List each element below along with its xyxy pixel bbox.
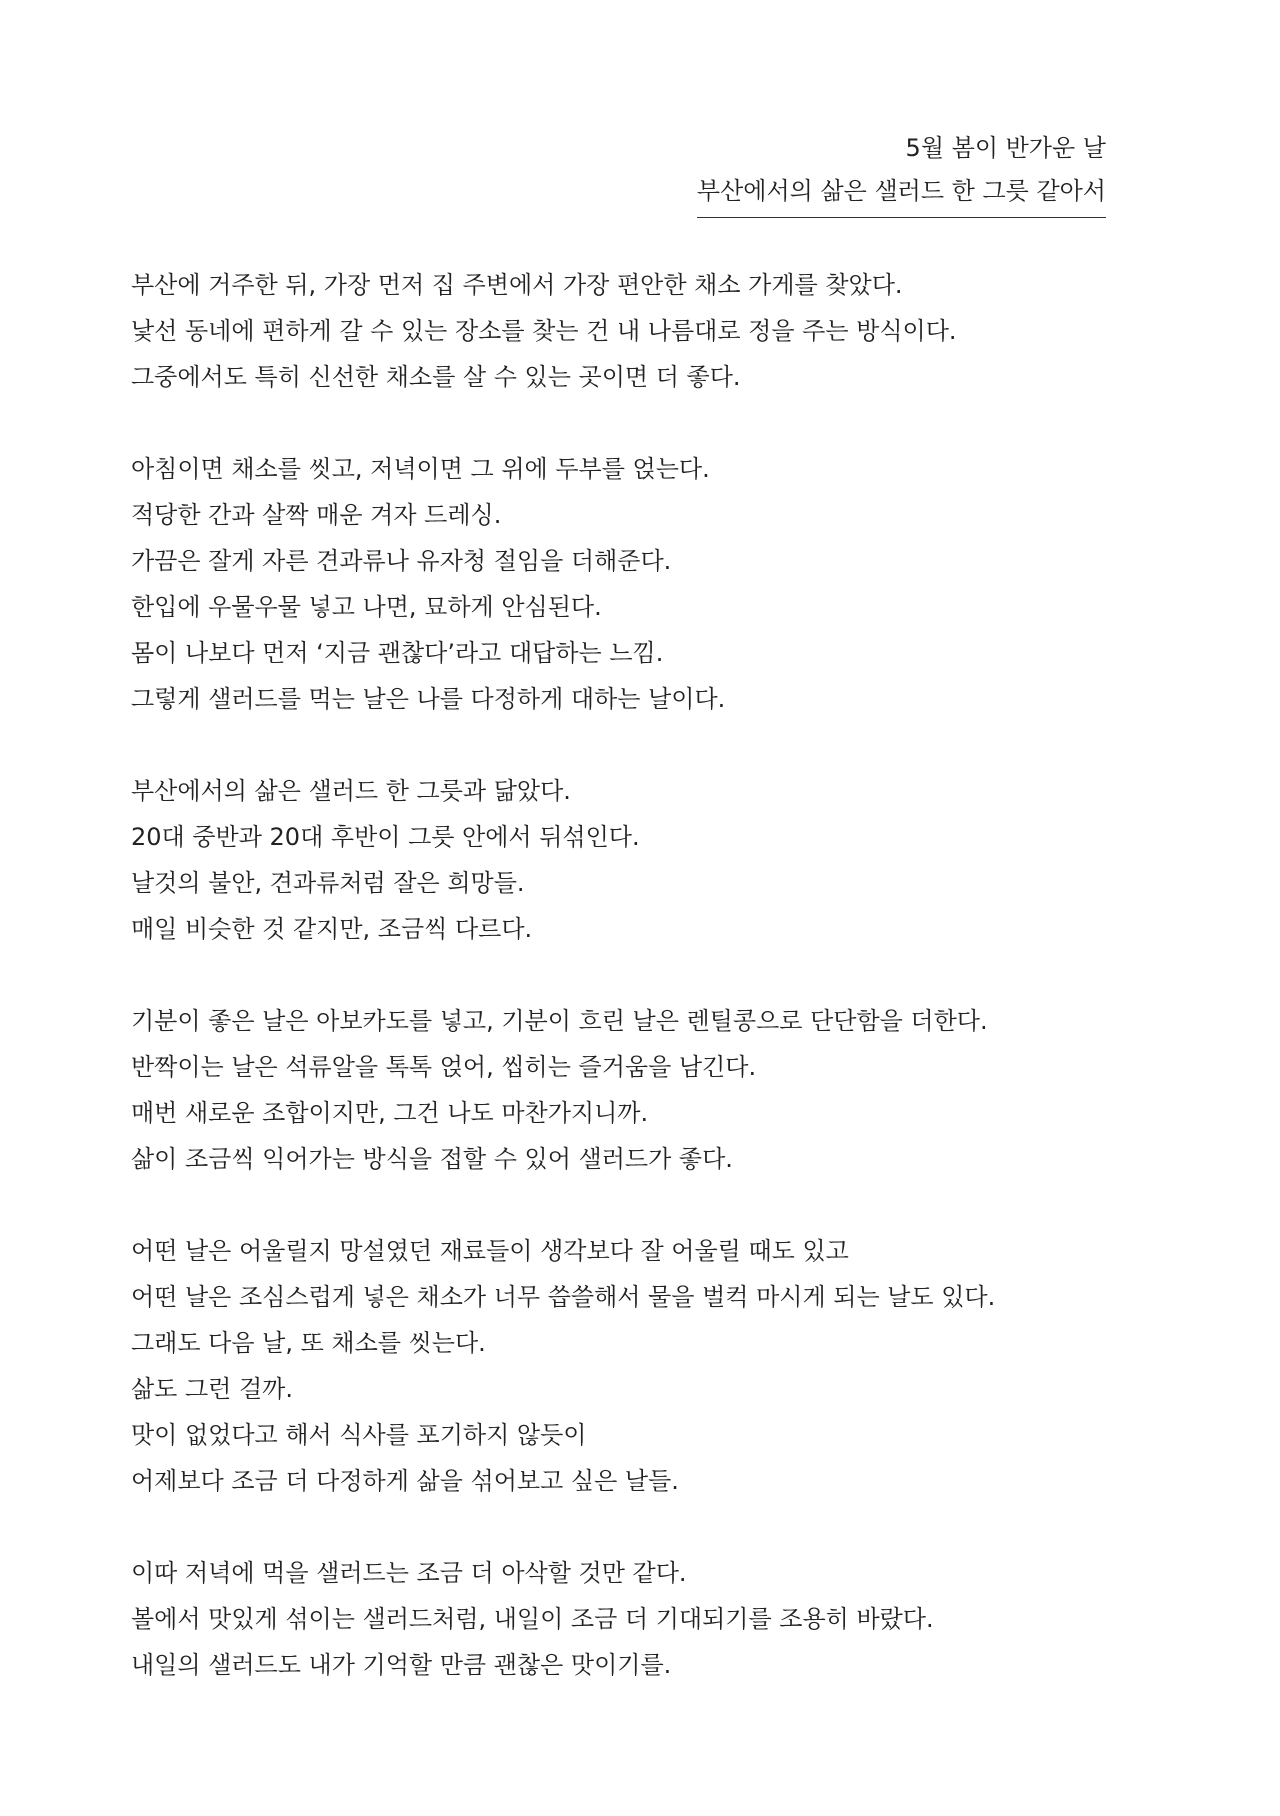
text-line: 가끔은 잘게 자른 견과류나 유자청 절임을 더해준다.: [131, 547, 672, 575]
text-line: 그중에서도 특히 신선한 채소를 살 수 있는 곳이면 더 좋다.: [131, 363, 741, 391]
date-line: 5월 봄이 반가운 날: [905, 134, 1106, 162]
text-line: 삶이 조금씩 익어가는 방식을 접할 수 있어 샐러드가 좋다.: [131, 1145, 733, 1173]
text-line: 어떤 날은 어울릴지 망설였던 재료들이 생각보다 잘 어울릴 때도 있고: [131, 1237, 849, 1265]
text-line: 반짝이는 날은 석류알을 톡톡 얹어, 씹히는 즐거움을 남긴다.: [131, 1053, 757, 1081]
document-header: [697, 127, 1106, 218]
text-line: 이따 저녁에 먹을 샐러드는 조금 더 아삭할 것만 같다.: [131, 1559, 687, 1587]
text-line: 매일 비슷한 것 같지만, 조금씩 다르다.: [131, 915, 533, 943]
text-line: 적당한 간과 살짝 매운 겨자 드레싱.: [131, 501, 502, 529]
text-line: 맛이 없었다고 해서 식사를 포기하지 않듯이: [131, 1421, 587, 1449]
document-subtitle: 부산에서의 삶은 샐러드 한 그릇 같아서: [697, 170, 1106, 218]
document-body: [131, 262, 1191, 1734]
text-line: 한입에 우물우물 넣고 나면, 묘하게 안심된다.: [131, 593, 602, 621]
text-line: 볼에서 맛있게 섞이는 샐러드처럼, 내일이 조금 더 기대되기를 조용히 바랐다.: [131, 1605, 934, 1633]
text-line: 어떤 날은 조심스럽게 넣은 채소가 너무 씁쓸해서 물을 벌컥 마시게 되는 날도 있다.: [131, 1283, 996, 1311]
text-line: 날것의 불안, 견과류처럼 잘은 희망들.: [131, 869, 525, 897]
text-line: 삶도 그런 걸까.: [131, 1375, 293, 1403]
text-line: 기분이 좋은 날은 아보카도를 넣고, 기분이 흐린 날은 렌틸콩으로 단단함을 더한다.: [131, 1007, 988, 1035]
paragraph-1: [131, 262, 1191, 400]
text-line: 몸이 나보다 먼저 ‘지금 괜찮다’라고 대답하는 느낌.: [131, 639, 664, 667]
text-line: 매번 새로운 조합이지만, 그건 나도 마찬가지니까.: [131, 1099, 649, 1127]
text-line: 20대 중반과 20대 후반이 그릇 안에서 뒤섞인다.: [131, 823, 640, 851]
text-line: 그렇게 샐러드를 먹는 날은 나를 다정하게 대하는 날이다.: [131, 685, 726, 713]
text-line: 내일의 샐러드도 내가 기억할 만큼 괜찮은 맛이기를.: [131, 1651, 672, 1679]
text-line: 부산에서의 삶은 샐러드 한 그릇과 닮았다.: [131, 777, 571, 805]
text-line: 부산에 거주한 뒤, 가장 먼저 집 주변에서 가장 편안한 채소 가게를 찾았다.: [131, 271, 903, 299]
paragraph-5: [131, 1228, 1191, 1504]
paragraph-4: [131, 998, 1191, 1182]
text-line: 아침이면 채소를 씻고, 저녁이면 그 위에 두부를 얹는다.: [131, 455, 710, 483]
text-line: 어제보다 조금 더 다정하게 삶을 섞어보고 싶은 날들.: [131, 1467, 679, 1495]
text-line: 그래도 다음 날, 또 채소를 씻는다.: [131, 1329, 486, 1357]
paragraph-2: [131, 446, 1191, 722]
paragraph-3: [131, 768, 1191, 952]
paragraph-6: [131, 1550, 1191, 1688]
text-line: 낯선 동네에 편하게 갈 수 있는 장소를 찾는 건 내 나름대로 정을 주는 방식이다.: [131, 317, 957, 345]
